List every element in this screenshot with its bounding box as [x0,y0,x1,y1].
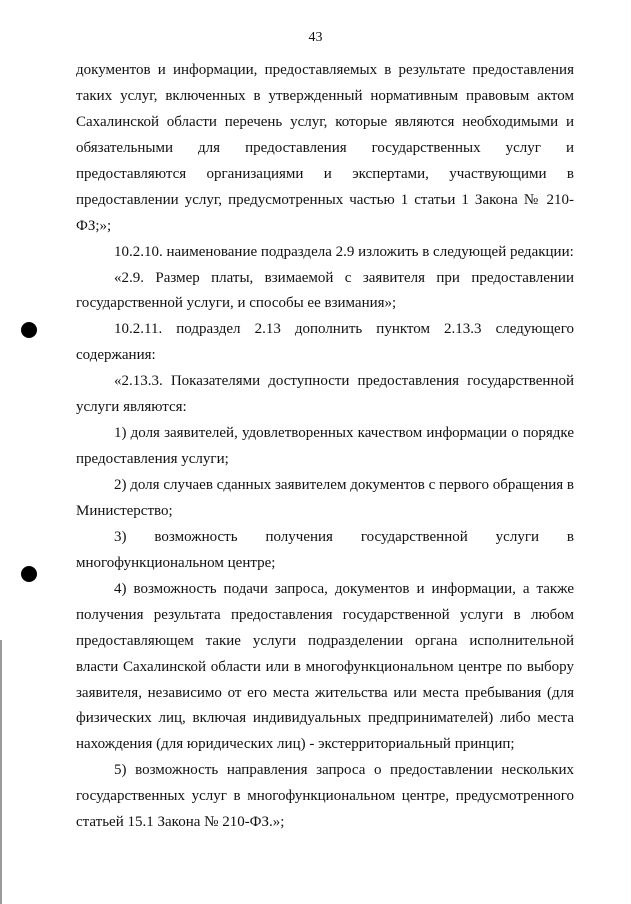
text-line: 5) возможность направления запроса о предоставлении нескольких [114,762,574,779]
text-line: предоставлении услуг, предусмотренных частью 1 статьи 1 Закона № 210- [76,191,574,208]
text-line: 3) возможность получения государственной услуги в [114,528,574,545]
text-line: Сахалинской области перечень услуг, которые являются необходимыми и [76,113,574,130]
scan-edge-line [0,640,2,904]
text-line: власти Сахалинской области или в многофункциональном центре по выбору [76,658,574,675]
text-line: 2) доля случаев сданных заявителем документов с первого обращения в [114,477,574,493]
text-line: 10.2.10. наименование подраздела 2.9 изложить в следующей редакции: [114,243,574,260]
text-line: 10.2.11. подраздел 2.13 дополнить пунктом 2.13.3 следующего [114,321,574,338]
text-line: обязательными для предоставления государственных услуг и [76,139,574,156]
text-line: 4) возможность подачи запроса, документов и информации, а также [114,580,574,597]
text-line: предоставляются организациями и экспертами, участвующими в [76,165,574,182]
text-line: ФЗ;»; [76,217,112,234]
text-line: получения результата предоставления государственной услуги в любом [76,606,574,623]
text-line: физических лиц, включая индивидуальных предпринимателей) либо места [76,710,574,727]
text-line: предоставления услуги; [76,451,229,468]
text-line: заявителя, независимо от его места жительства или места пребывания (для [76,684,574,701]
text-line: предоставляющем такие услуги подразделении органа исполнительной [76,632,574,649]
text-line: статьей 15.1 Закона № 210-ФЗ.»; [76,814,285,831]
text-line: государственных услуг в многофункциональном центре, предусмотренного [76,788,574,805]
text-line: нахождения (для юридических лиц) - экстерриториальный принцип; [76,736,515,753]
text-line: услуги являются: [76,399,187,416]
text-line: таких услуг, включенных в утвержденный нормативным правовым актом [76,87,574,104]
text-line: Министерство; [76,502,173,519]
text-line: «2.9. Размер платы, взимаемой с заявителя при предоставлении [114,269,574,286]
punch-hole-top [21,322,37,338]
page-number: 43 [308,30,323,45]
text-line: документов и информации, предоставляемых в результате предоставления [76,62,574,78]
text-line: государственной услуги, и способы ее взимания»; [76,295,397,312]
punch-hole-bottom [21,566,37,582]
document-body [76,58,574,836]
text-line: 1) доля заявителей, удовлетворенных качеством информации о порядке [114,425,574,442]
text-line: многофункциональном центре; [76,554,276,571]
text-line: «2.13.3. Показателями доступности предоставления государственной [114,373,574,390]
text-line: содержания: [76,347,156,364]
